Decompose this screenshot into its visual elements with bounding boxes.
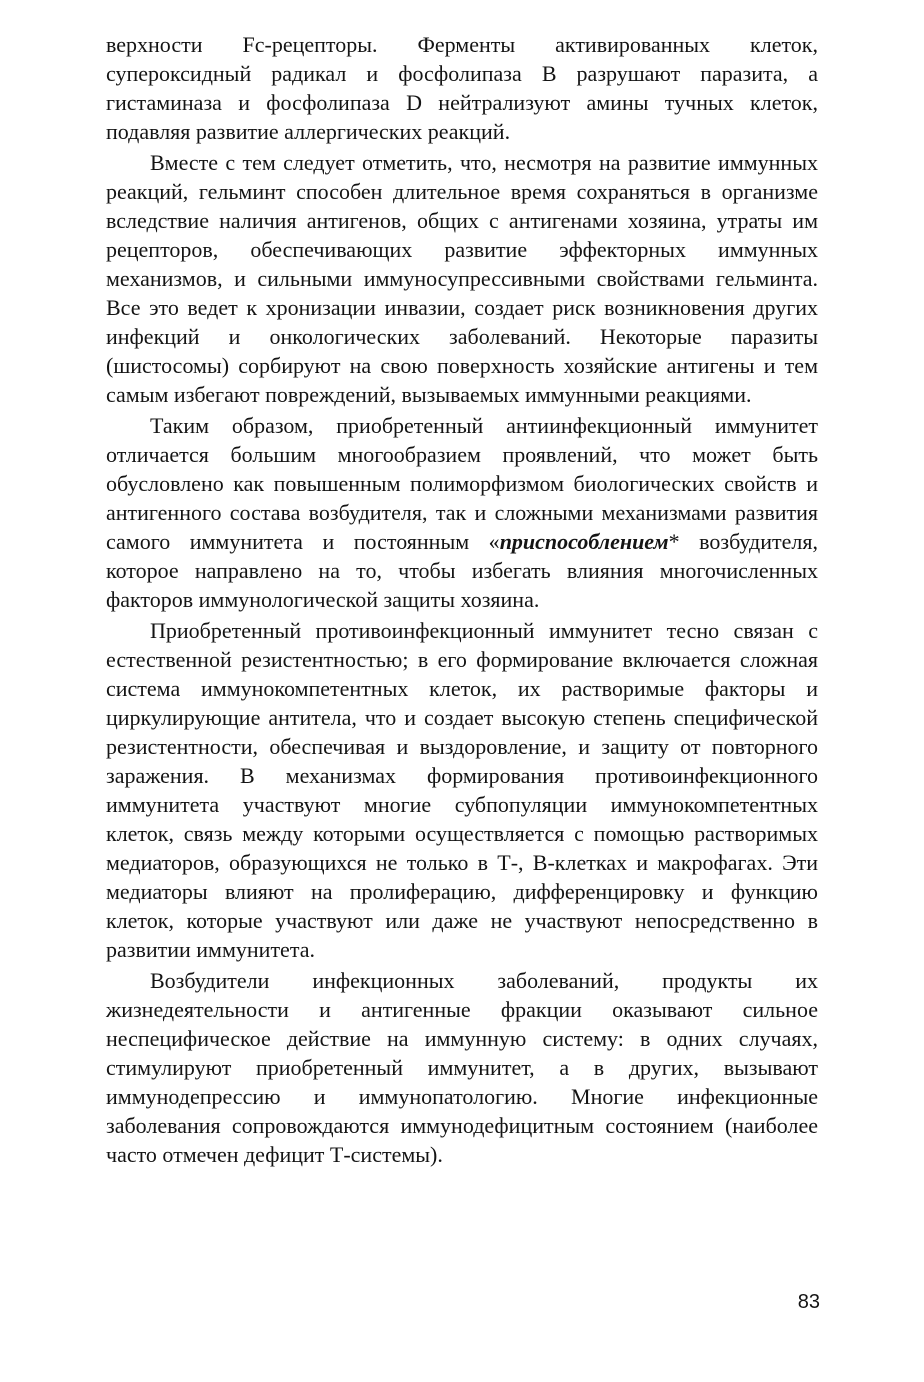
paragraph-continuation: верхности Fc-рецепторы. Ферменты активированных клеток, супероксидный радикал и фосфолипаза В разрушают паразита, а гистаминаза и фосфолипаза D нейтрализуют амины тучных клеток, подавляя развитие аллергических реакций. bbox=[106, 32, 818, 144]
page-body bbox=[106, 30, 818, 1169]
paragraph-helminth-persistence: Вместе с тем следует отметить, что, несмотря на развитие иммунных реакций, гельминт способен длительное время сохраняться в организме вследствие наличия антигенов, общих с антигенами хозяина, утраты им рецепторов, обеспечивающих развитие эффекторных иммунных механизмов, и сильными иммуносупрессивными свойствами гельминта. Все это ведет к хронизации инвазии, создает риск возникновения других инфекций и онкологических заболеваний. Некоторые паразиты (шистосомы) сорбируют на свою поверхность хозяйские антигены и тем самым избегают повреждений, вызываемых иммунными реакциями. bbox=[106, 150, 818, 407]
paragraph-text-segment: Таким образом, приобретенный антиинфекционный иммунитет отличается большим многообразием проявлений, что может быть обусловлено как повышенным полиморфизмом биологических свойств и антигенного состава возбудителя, так и сложными механизмами развития самого иммунитета и постоянным « bbox=[106, 413, 818, 554]
paragraph-pathogen-effects: Возбудители инфекционных заболеваний, продукты их жизнедеятельности и антигенные фракции оказывают сильное неспецифическое действие на иммунную систему: в одних случаях, стимулируют приобретенный иммунитет, а в других, вызывают иммунодепрессию и иммунопатологию. Многие инфекционные заболевания сопровождаются иммунодефицитным состоянием (наиболее часто отмечен дефицит Т-системы). bbox=[106, 968, 818, 1167]
paragraph-acquired-immunity-diversity bbox=[106, 411, 818, 614]
page-number: 83 bbox=[797, 1291, 820, 1313]
paragraph-text-segment: * возбудителя, которое направлено на то, чтобы избегать влияния многочисленных факторов иммунологической защиты хозяина. bbox=[106, 529, 818, 612]
emphasized-term: приспособлением bbox=[499, 529, 669, 554]
paragraph-natural-resistance: Приобретенный противоинфекционный иммунитет тесно связан с естественной резистентностью; в его формирование включается сложная система иммунокомпетентных клеток, их растворимые факторы и циркулирующие антитела, что и создает высокую степень специфической резистентности, обеспечивая и выздоровление, и защиту от повторного заражения. В механизмах формирования противоинфекционного иммунитета участвуют многие субпопуляции иммунокомпетентных клеток, связь между которыми осуществляется с помощью растворимых медиаторов, образующихся не только в Т-, В-клетках и макрофагах. Эти медиаторы влияют на пролиферацию, дифференцировку и функцию клеток, которые участвуют или даже не участвуют непосредственно в развитии иммунитета. bbox=[106, 618, 818, 962]
